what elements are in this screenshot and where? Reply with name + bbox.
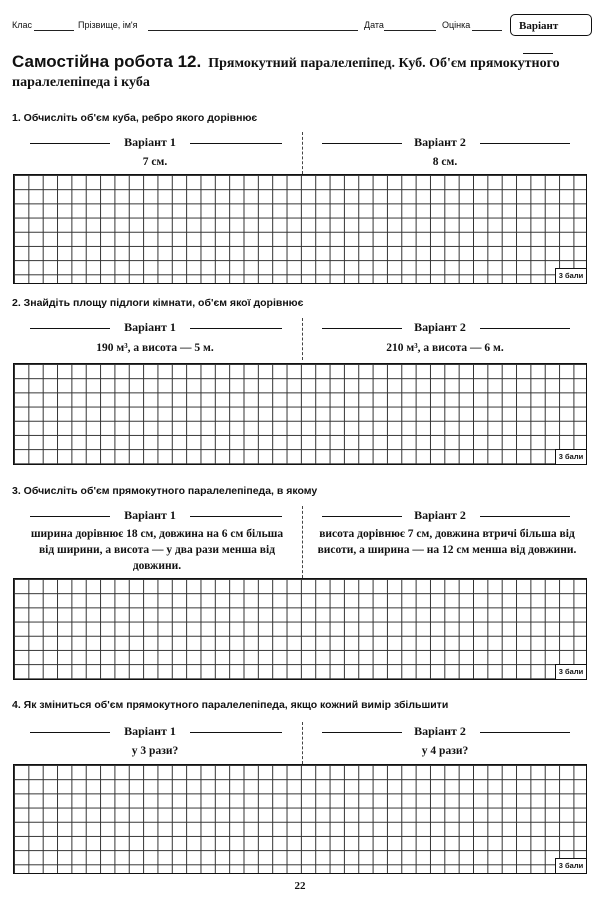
work-title: Самостійна робота 12.	[12, 52, 202, 71]
grade-label: Оцінка	[442, 20, 471, 30]
task-3-v1-text: ширина дорівнює 18 см, довжина на 6 см більша від ширини, а висота — у два рази менша від довжини.	[30, 528, 284, 572]
page-number: 22	[294, 880, 306, 892]
variant-box[interactable]	[510, 14, 592, 36]
date-field[interactable]	[384, 30, 436, 31]
task-3-v2-label: Варіант 2	[414, 508, 466, 522]
name-field[interactable]	[148, 30, 358, 31]
task-4-v1-label: Варіант 1	[124, 724, 176, 738]
task-2-v1-text: 190 м³, а висота — 5 м.	[96, 342, 214, 354]
task-2-question: 2. Знайдіть площу підлоги кімнати, об'єм якої дорівнює	[12, 297, 304, 309]
task-2-score: 3 бали	[555, 449, 586, 464]
task-1-v1-text: 7 см.	[142, 156, 168, 168]
task-3-v1-label: Варіант 1	[124, 508, 176, 522]
task-4-question: 4. Як зміниться об'єм прямокутного паралелепіпеда, якщо кожний вимір збільшити	[12, 699, 449, 711]
work-subtitle: Прямокутний паралелепіпед. Куб. Об'єм прямокутного паралелепіпеда і куба	[12, 56, 560, 90]
task-3-v2-text: висота дорівнює 7 см, довжина втричі більша від висоти, а ширина — на 12 см менша від довжини.	[317, 528, 577, 556]
name-label: Прізвище, ім'я	[78, 20, 138, 30]
grade-field[interactable]	[472, 30, 502, 31]
task-4-v1-text: у 3 рази?	[131, 745, 179, 757]
task-2-v2-text: 210 м³, а висота — 6 м.	[386, 342, 504, 354]
task-1-question: 1. Обчисліть об'єм куба, ребро якого дорівнює	[12, 112, 258, 124]
task-1-answer-grid[interactable]	[13, 174, 587, 284]
task-3-score: 3 бали	[555, 664, 586, 679]
task-2-answer-grid[interactable]	[13, 363, 587, 465]
task-3-answer-grid[interactable]	[13, 578, 587, 680]
task-4-v2-text: у 4 рази?	[421, 745, 469, 757]
task-2-v1-label: Варіант 1	[124, 320, 176, 334]
task-3-question: 3. Обчисліть об'єм прямокутного паралелепіпеда, в якому	[12, 485, 318, 497]
task-1-v2-text: 8 см.	[432, 156, 458, 168]
variant-label: Варіант	[519, 20, 559, 32]
class-label: Клас	[12, 20, 32, 30]
task-4-v2-label: Варіант 2	[414, 724, 466, 738]
task-2-v2-label: Варіант 2	[414, 320, 466, 334]
page-title	[12, 52, 592, 92]
header	[12, 14, 592, 38]
task-4-score: 3 бали	[555, 858, 586, 873]
task-1-score: 3 бали	[555, 268, 586, 283]
class-field[interactable]	[34, 30, 74, 31]
task-1-v1-label: Варіант 1	[124, 135, 176, 149]
task-4-answer-grid[interactable]	[13, 764, 587, 874]
date-label: Дата	[364, 20, 384, 30]
task-1-v2-label: Варіант 2	[414, 135, 466, 149]
